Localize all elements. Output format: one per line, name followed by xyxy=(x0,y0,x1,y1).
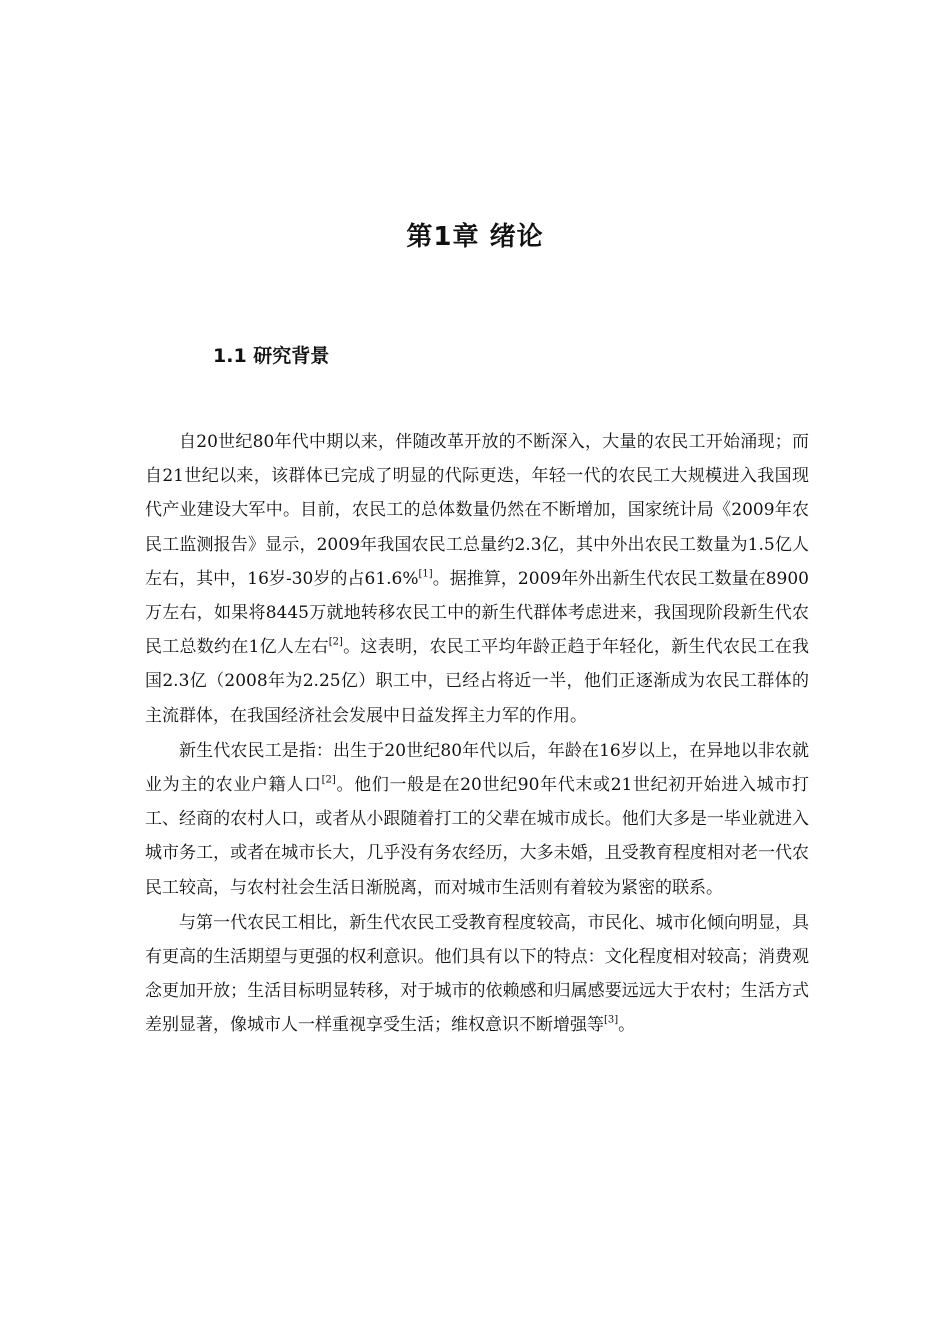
text-run: 。据推算，2009年外出新生代农民工数量在8900万左右，如果将8445万就地转移农民工中的新生代群体考虑进来，我国现阶段新生代农民工总数约在1亿人左右 xyxy=(145,568,809,658)
body-text xyxy=(145,425,809,1043)
citation-ref: [3] xyxy=(604,1014,619,1026)
text-run: 。他们一般是在20世纪90年代末或21世纪初开始进入城市打工、经商的农村人口，或者从小跟随着打工的父辈在城市成长。他们大多是一毕业就进入城市务工，或者在城市长大，几乎没有务农经历，大多未婚，且受教育程度相对老一代农民工较高，与农村社会生活日渐脱离，而对城市生活则有着较为紧密的联系。 xyxy=(145,775,809,898)
citation-ref: [2] xyxy=(328,636,343,648)
section-title: 1.1 研究背景 xyxy=(213,345,330,367)
text-run: 新生代农民工是指：出生于20世纪80年代以后，年龄在16岁以上，在异地以非农就业为主的农业户籍人口 xyxy=(145,740,809,796)
text-run: 与第一代农民工相比，新生代农民工受教育程度较高，市民化、城市化倾向明显，具有更高的生活期望与更强的权利意识。他们具有以下的特点：文化程度相对较高；消费观念更加开放；生活目标明显转移，对于城市的依赖感和归属感要远远大于农村；生活方式差别显著，像城市人一样重视享受生活；维权意识不断增强等 xyxy=(145,912,809,1036)
paragraph xyxy=(145,425,809,733)
paragraph xyxy=(145,906,809,1043)
text-run: 。 xyxy=(618,1015,636,1036)
citation-ref: [2] xyxy=(321,774,336,786)
chapter-title: 第1章 绪论 xyxy=(406,222,544,252)
text-run: 自20世纪80年代中期以来，伴随改革开放的不断深入，大量的农民工开始涌现；而自21世纪以来，该群体已完成了明显的代际更迭，年轻一代的农民工大规模进入我国现代产业建设大军中。目前，农民工的总体数量仍然在不断增加，国家统计局《2009年农民工监测报告》显示，2009年我国农民工总量约2.3亿，其中外出农民工数量为1.5亿人左右，其中，16岁-30岁的占61.6% xyxy=(145,432,809,589)
citation-ref: [1] xyxy=(418,568,433,580)
text-run: 。这表明，农民工平均年龄正趋于年轻化，新生代农民工在我国2.3亿（2008年为2.25亿）职工中，已经占将近一半，他们正逐渐成为农民工群体的主流群体，在我国经济社会发展中日益发挥主力军的作用。 xyxy=(145,637,809,726)
paragraph xyxy=(145,734,809,905)
